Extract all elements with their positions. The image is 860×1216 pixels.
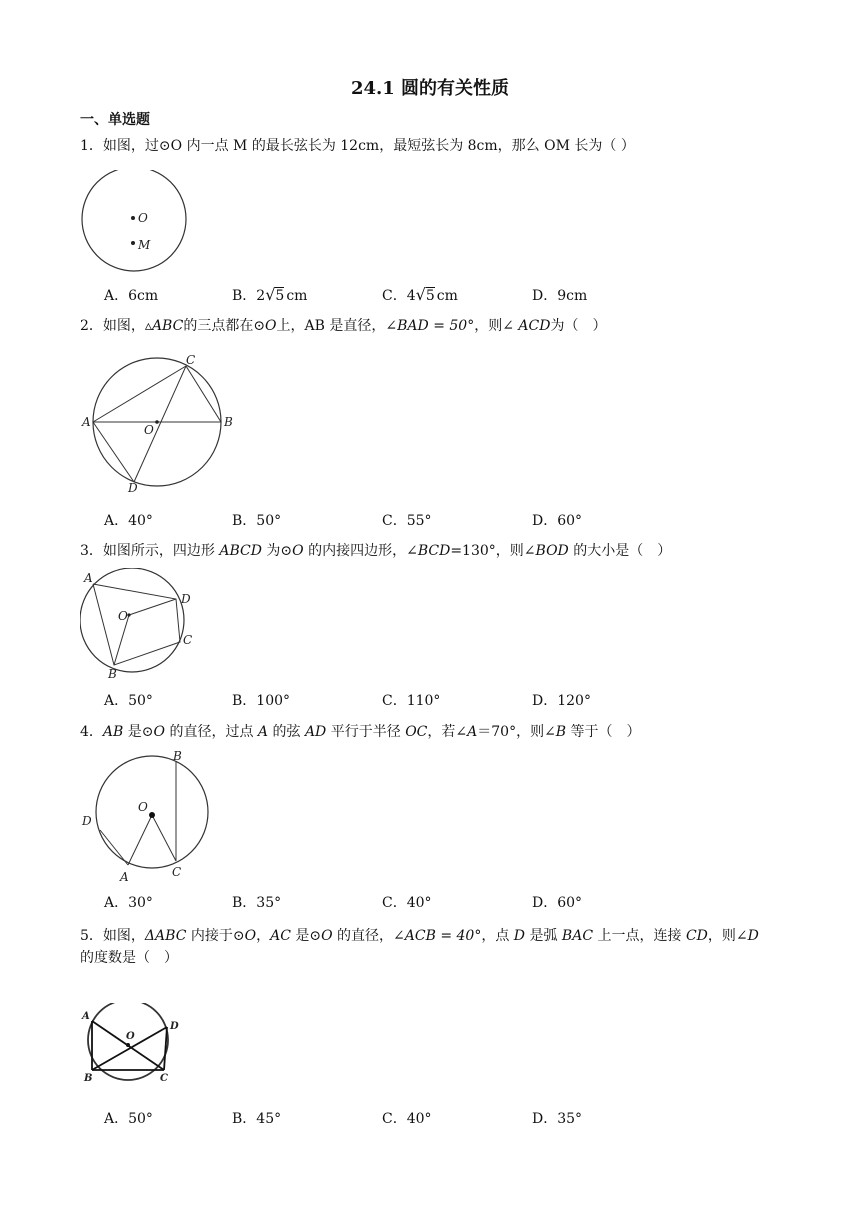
svg-text:D: D xyxy=(181,592,191,606)
question-text: 如图，过⊙O 内一点 M 的最长弦长为 12cm，最短弦长为 8cm，那么 OM 长为（ ） xyxy=(102,138,635,154)
svg-text:C: C xyxy=(186,353,196,367)
svg-text:O: O xyxy=(144,423,154,437)
svg-text:A: A xyxy=(82,415,91,429)
page-title: 24.1 圆的有关性质 xyxy=(350,78,510,99)
option-b[interactable]: B．45° xyxy=(232,1111,282,1127)
svg-text:A: A xyxy=(120,870,129,884)
option-b[interactable]: B．50° xyxy=(232,513,282,529)
svg-text:B: B xyxy=(108,667,117,681)
option-a[interactable]: A．50° xyxy=(104,1111,153,1127)
svg-text:B: B xyxy=(224,415,233,429)
section-heading: 一、单选题 xyxy=(80,112,150,128)
option-d[interactable]: D．9cm xyxy=(532,288,588,304)
svg-text:O: O xyxy=(126,1031,135,1042)
svg-text:O: O xyxy=(138,800,148,814)
option-a[interactable]: A．40° xyxy=(104,513,153,529)
option-c[interactable]: C．55° xyxy=(382,513,432,529)
option-a[interactable]: A．30° xyxy=(104,895,153,911)
option-a[interactable]: A．6cm xyxy=(104,288,159,304)
option-d[interactable]: D．35° xyxy=(532,1111,583,1127)
figure-1 xyxy=(80,170,200,280)
option-c[interactable]: C．40° xyxy=(382,895,432,911)
option-c[interactable]: C．4√5 cm xyxy=(382,285,458,304)
option-b[interactable]: B．2√5 cm xyxy=(232,285,308,304)
option-d[interactable]: D．60° xyxy=(532,895,583,911)
option-c[interactable]: C．40° xyxy=(382,1111,432,1127)
label-m: M xyxy=(138,238,151,252)
figure-5 xyxy=(80,1003,190,1088)
question-4: 4．AB 是⊙O 的直径，过点 A 的弦 AD 平行于半径 OC，若∠A＝70°，则∠B 等于（ ） xyxy=(80,724,641,740)
figure-3 xyxy=(80,568,210,683)
svg-text:D: D xyxy=(170,1021,179,1032)
point-o xyxy=(131,216,135,220)
option-d[interactable]: D．60° xyxy=(532,513,583,529)
option-d[interactable]: D．120° xyxy=(532,693,591,709)
svg-text:D: D xyxy=(82,814,92,828)
option-a[interactable]: A．50° xyxy=(104,693,153,709)
figure-2 xyxy=(80,352,240,497)
svg-text:C: C xyxy=(160,1073,168,1084)
circle xyxy=(82,170,186,271)
svg-text:D: D xyxy=(128,481,138,495)
question-number: 1． xyxy=(80,138,103,154)
svg-text:B: B xyxy=(173,749,182,763)
point-m xyxy=(131,241,135,245)
question-2: 2．如图，▵ABC的三点都在⊙O上，AB 是直径，∠BAD = 50°，则∠ ACD为（ ） xyxy=(80,318,607,334)
svg-text:C: C xyxy=(172,865,182,879)
svg-text:B: B xyxy=(84,1073,93,1084)
option-b[interactable]: B．100° xyxy=(232,693,291,709)
question-3: 3．如图所示，四边形 ABCD 为⊙O 的内接四边形，∠BCD=130°，则∠BOD 的大小是（ ） xyxy=(80,543,672,559)
svg-text:A: A xyxy=(84,571,93,585)
svg-text:A: A xyxy=(82,1011,90,1022)
label-o: O xyxy=(138,211,148,225)
figure-4 xyxy=(80,745,220,885)
question-1 xyxy=(80,135,780,157)
option-b[interactable]: B．35° xyxy=(232,895,282,911)
svg-text:C: C xyxy=(183,633,193,647)
svg-text:O: O xyxy=(118,609,128,623)
option-c[interactable]: C．110° xyxy=(382,693,441,709)
question-5: 5．如图，ΔABC 内接于⊙O，AC 是⊙O 的直径，∠ACB = 40°，点 D 是弧 BAC 上一点，连接 CD，则∠D 的度数是（ ） xyxy=(80,928,759,966)
